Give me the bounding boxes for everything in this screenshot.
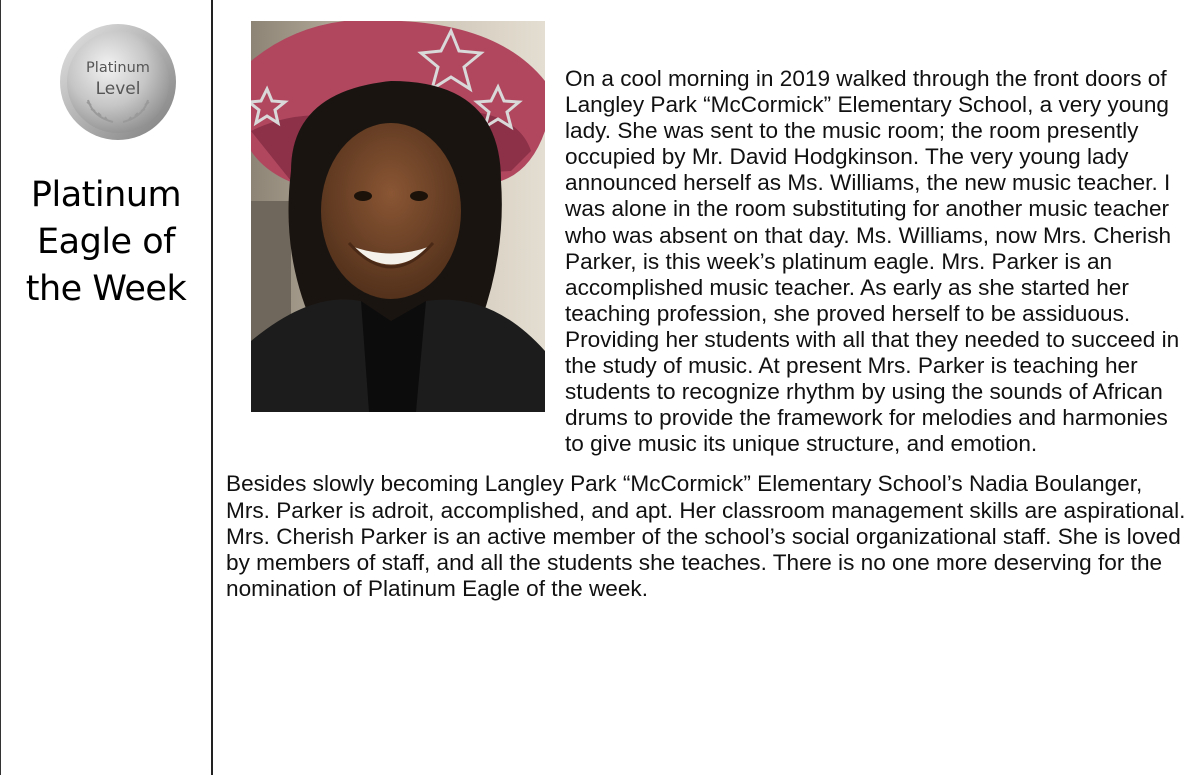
column-divider bbox=[211, 0, 213, 775]
medal-text-line2: Level bbox=[95, 79, 141, 99]
sidebar-title-line: Eagle of bbox=[37, 222, 175, 262]
article-paragraph-2: Besides slowly becoming Langley Park “McCormick” Elementary School’s Nadia Boulanger, Mrs. Parker is adroit, accomplished, and apt. Her classroom management skills are aspirational. Mrs. Cherish Parker is an active member of the school’s social organizational staff. She is loved by members of staff, and all the students she teaches. There is no one more deserving for the nomination of Platinum Eagle of the week. bbox=[226, 471, 1186, 601]
article-paragraph-1: On a cool morning in 2019 walked through the front doors of Langley Park “McCormick” Elementary School, a very young lady. She was sent to the music room; the room presently occupied by Mr. David Hodgkinson. The very young lady announced herself as Ms. Williams, the new music teacher. I was alone in the room substituting for another music teacher who was absent on that day. Ms. Williams, now Mrs. Cherish Parker, is this week’s platinum eagle. Mrs. Parker is an accomplished music teacher. As early as she started her teaching profession, she proved herself to be assiduous. Providing her students with all that they needed to succeed in the study of music. At present Mrs. Parker is teaching her students to recognize rhythm by using the sounds of African drums to provide the framework for melodies and harmonies to give music its unique structure, and emotion. bbox=[565, 66, 1180, 457]
photo-wrap-spacer bbox=[226, 66, 565, 436]
sidebar-title-line: the Week bbox=[25, 269, 187, 309]
medal-text-line1: Platinum bbox=[86, 60, 150, 76]
sidebar-title bbox=[1, 172, 211, 313]
platinum-medal-icon bbox=[58, 22, 178, 142]
sidebar-title-line: Platinum bbox=[30, 175, 182, 215]
sidebar bbox=[1, 0, 211, 775]
article-body bbox=[226, 66, 1192, 602]
